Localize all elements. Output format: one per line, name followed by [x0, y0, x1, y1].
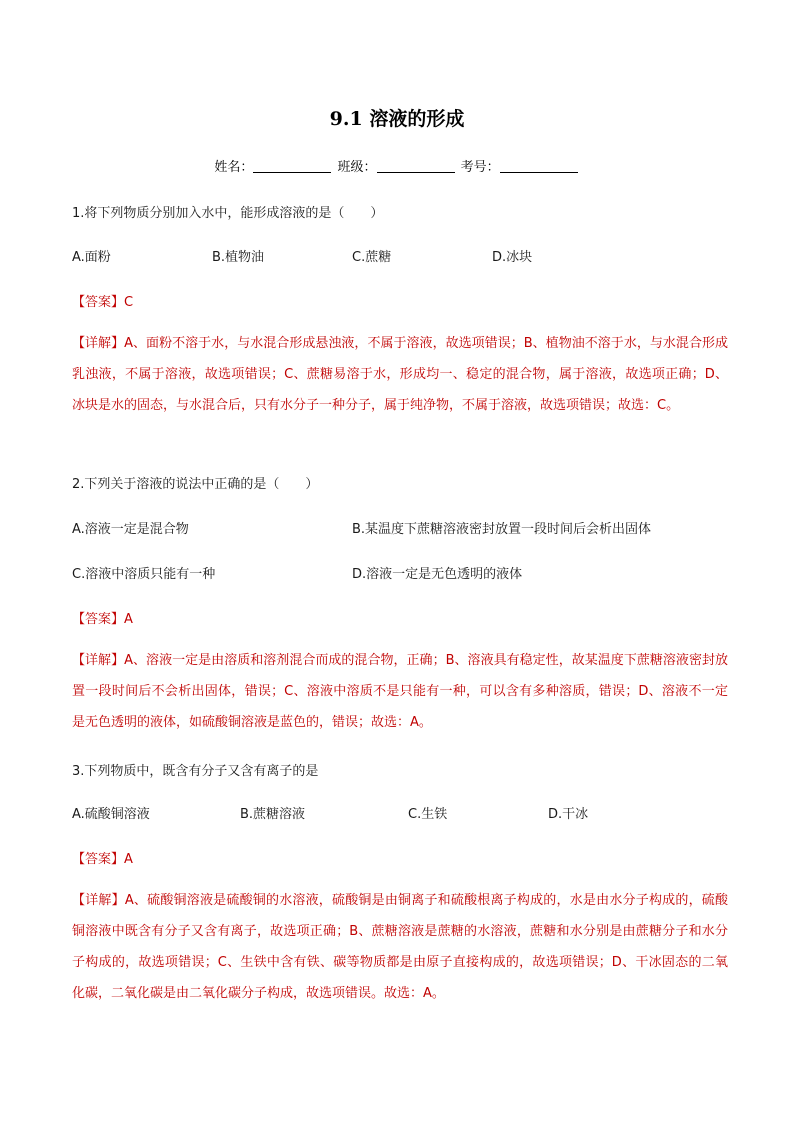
explanation-text: A、溶液一定是由溶质和溶剂混合而成的混合物，正确；B、溶液具有稳定性，故某温度下蔗糖溶液密封放置一段时间后不会析出固体，错误；C、溶液中溶质不是只能有一种，可以含有多种溶质，错误；D、溶液不一定是无色透明的液体，如硫酸铜溶液是蓝色的，错误；故选：A。: [72, 653, 728, 730]
question-1-option-c: C.蔗糖: [352, 250, 392, 265]
explain-label: 【详解】: [72, 336, 125, 351]
answer-value: A: [124, 612, 133, 627]
number-label: 考号：: [460, 160, 500, 175]
question-3-option-c: C.生铁: [408, 807, 448, 822]
question-3-option-a: A.硫酸铜溶液: [72, 807, 150, 822]
student-info-line: [0, 156, 794, 175]
explain-label: 【详解】: [72, 653, 125, 668]
question-1-stem: 1.将下列物质分别加入水中，能形成溶液的是（ ）: [72, 206, 384, 221]
question-3-explanation: [72, 885, 728, 1009]
explanation-text: A、面粉不溶于水，与水混合形成悬浊液，不属于溶液，故选项错误；B、植物油不溶于水，与水混合形成乳浊液，不属于溶液，故选项错误；C、蔗糖易溶于水，形成均一、稳定的混合物，属于溶液，故选项正确；D、冰块是水的固态，与水混合后，只有水分子一种分子，属于纯净物，不属于溶液，故选项错误；故选：C。: [72, 336, 728, 413]
answer-value: A: [124, 852, 133, 867]
question-2-option-d: D.溶液一定是无色透明的液体: [352, 567, 523, 582]
class-blank[interactable]: [377, 158, 455, 173]
question-3-stem: 3.下列物质中，既含有分子又含有离子的是: [72, 764, 319, 779]
question-1-explanation: [72, 328, 728, 421]
answer-label: 【答案】: [72, 852, 125, 867]
class-label: 班级：: [337, 160, 377, 175]
explain-label: 【详解】: [72, 893, 125, 908]
question-2-option-c: C.溶液中溶质只能有一种: [72, 567, 216, 582]
name-blank[interactable]: [253, 158, 331, 173]
name-label: 姓名：: [214, 160, 254, 175]
question-2-option-b: B.某温度下蔗糖溶液密封放置一段时间后会析出固体: [352, 522, 652, 537]
answer-label: 【答案】: [72, 612, 125, 627]
explanation-text: A、硫酸铜溶液是硫酸铜的水溶液，硫酸铜是由铜离子和硫酸根离子构成的，水是由水分子构成的，硫酸铜溶液中既含有分子又含有离子，故选项正确；B、蔗糖溶液是蔗糖的水溶液，蔗糖和水分别是由蔗糖分子和水分子构成的，故选项错误；C、生铁中含有铁、碳等物质都是由原子直接构成的，故选项错误；D、干冰固态的二氧化碳，二氧化碳是由二氧化碳分子构成，故选项错误。故选：A。: [72, 893, 728, 1001]
question-2-option-a: A.溶液一定是混合物: [72, 522, 189, 537]
question-1-option-b: B.植物油: [212, 250, 265, 265]
question-2-stem: 2.下列关于溶液的说法中正确的是（ ）: [72, 477, 319, 492]
question-1-option-a: A.面粉: [72, 250, 111, 265]
page-title: 9.1 溶液的形成: [329, 108, 465, 130]
question-3-option-b: B.蔗糖溶液: [240, 807, 306, 822]
number-blank[interactable]: [500, 158, 578, 173]
question-3-answer: [72, 848, 133, 867]
question-1-option-d: D.冰块: [492, 250, 533, 265]
question-2-answer: [72, 608, 133, 627]
question-3-option-d: D.干冰: [548, 807, 589, 822]
answer-value: C: [124, 295, 134, 310]
question-1-answer: [72, 291, 133, 310]
question-2-explanation: [72, 645, 728, 738]
answer-label: 【答案】: [72, 295, 125, 310]
